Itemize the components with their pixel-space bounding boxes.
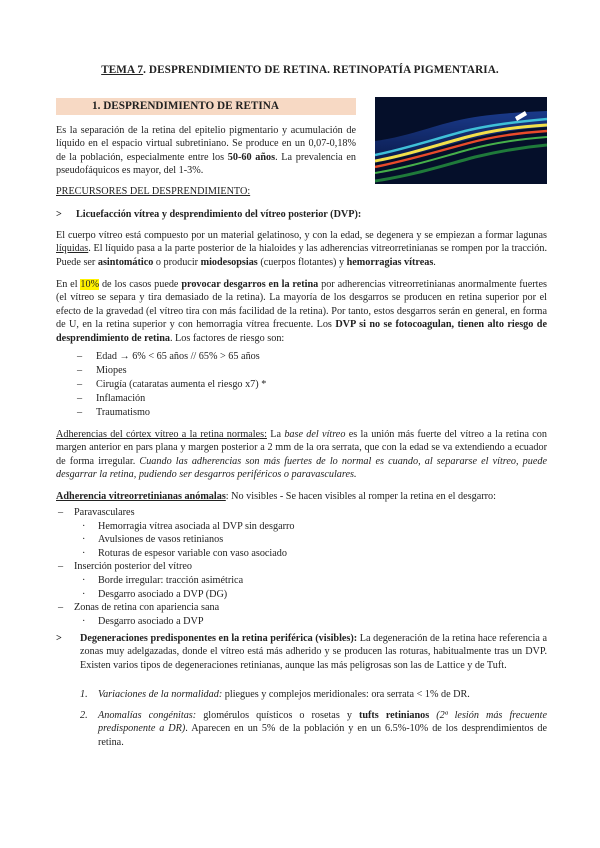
arrow-icon: > [56,633,62,644]
section-heading: 1. DESPRENDIMIENTO DE RETINA [56,98,356,115]
paragraph-degeneraciones: Degeneraciones predisponentes en la retina periférica (visibles): La degeneración de la retina hace referencia a zonas muy adelgazadas, donde el vítreo está más adherido y se producen las roturas, habitualmente tras un DVP. Existen varios tipos de degeneraciones retinianas, aunque las más peligrosas son las de Lattice y de Tuft. [80,633,547,671]
list-item: – Edad → 6% < 65 años // 65% > 65 años [56,350,356,364]
list-item: – Inflamación [56,392,356,406]
paragraph-vitreo: El cuerpo vítreo está compuesto por un material gelatinoso, y con la edad, se degenera y se empiezan a formar lagunas líquidas. El líquido pasa a la parte posterior de la hialoides y las adherencias vitreorretinianas se rompen por la tracción. Puede ser asintomático o producir miodesopsias (cuerpos flotantes) y hemorragias vítreas. [56,230,547,268]
list-item: – Cirugía (cataratas aumenta el riesgo x7) * [56,378,356,392]
ordered-item-1: 1. Variaciones de la normalidad: pliegues y complejos meridionales: ora serrata < 1% de DR. [80,689,470,700]
ordered-item-2: 2. Anomalías congénitas: glomérulos quísticos o rosetas y tufts retinianos (2ª lesión más frecuente predisponente a DR). Aparecen en un 5% de la población y en un 6.5%-10% de los desprendimientos de retina. [80,710,548,748]
highlight: 10% [80,279,100,290]
bullet-licuefaccion: > Licuefacción vítrea y desprendimiento del vítreo posterior (DVP): [56,209,362,220]
list-item: – Traumatismo [56,406,356,420]
intro-paragraph: Es la separación de la retina del epitelio pigmentario y acumulación de líquido en el espacio virtual subretiniano. Se produce en un 0,07-0,18% de la población, especialmente entre los 50-60 años. La prevalencia en pseudofáquicos es mayor, del 1-3%. [56,125,356,177]
list-item: · Avulsiones de vasos retinianos [56,533,547,547]
precursores-heading: PRECURSORES DEL DESPRENDIMIENTO: [56,186,251,197]
adherencias-list [56,506,547,628]
list-item: · Hemorragia vítrea asociada al DVP sin desgarro [56,520,547,534]
list-item: – Inserción posterior del vítreo [56,560,547,574]
list-item: – Miopes [56,364,356,378]
list-item: · Borde irregular: tracción asimétrica [56,574,547,588]
paragraph-adherencias-normales: Adherencias del córtex vítreo a la retina normales: La base del vítreo es la unión más fuerte del vítreo a la retina con margen anterior en pars plana y margen posterior a 2 mm de la ora serrata, que con la edad se va extendiendo a ecuador de forma irregular. Cuando las adherencias son más fuertes de lo normal es cuando, al separarse el vítreo, puede desgarrar la retina, pudiendo ser desgarros periféricos o paravasculares. [56,429,547,481]
paragraph-adherencias-anomalas: Adherencia vitreorretinianas anómalas: No visibles - Se hacen visibles al romper la retina en el desgarro: [56,491,496,502]
arrow-icon: > [56,209,62,220]
oct-scan-image [375,97,547,184]
paragraph-desgarros: En el 10% de los casos puede provocar desgarros en la retina por adherencias vitreorretinianas anormalmente fuertes (el vítreo se separa y tira demasiado de la retina). La mayoría de los desgarros se producen en retina superior por el efecto de la gravedad (el vítreo tira con más facilidad de la retina). Por tanto, estos desgarros serán en general, en forma de U, en la retina superior y con hemorragia vítrea frecuente. Los DVP si no se fotocoagulan, tienen alto riesgo de desprendimiento de retina. Los factores de riesgo son: [56,279,547,344]
list-item: – Zonas de retina con apariencia sana [56,601,547,615]
list-item: · Desgarro asociado a DVP [56,615,547,629]
title-text: . DESPRENDIMIENTO DE RETINA. RETINOPATÍA PIGMENTARIA [143,64,496,76]
tema-number: TEMA 7 [101,64,144,76]
page-title: TEMA 7. DESPRENDIMIENTO DE RETINA. RETINOPATÍA PIGMENTARIA. [101,64,499,76]
risk-factor-list [56,350,356,419]
list-item: – Paravasculares [56,506,547,520]
list-item: · Roturas de espesor variable con vaso asociado [56,547,547,561]
list-item: · Desgarro asociado a DVP (DG) [56,588,547,602]
retina-scan-graphic [375,97,547,184]
